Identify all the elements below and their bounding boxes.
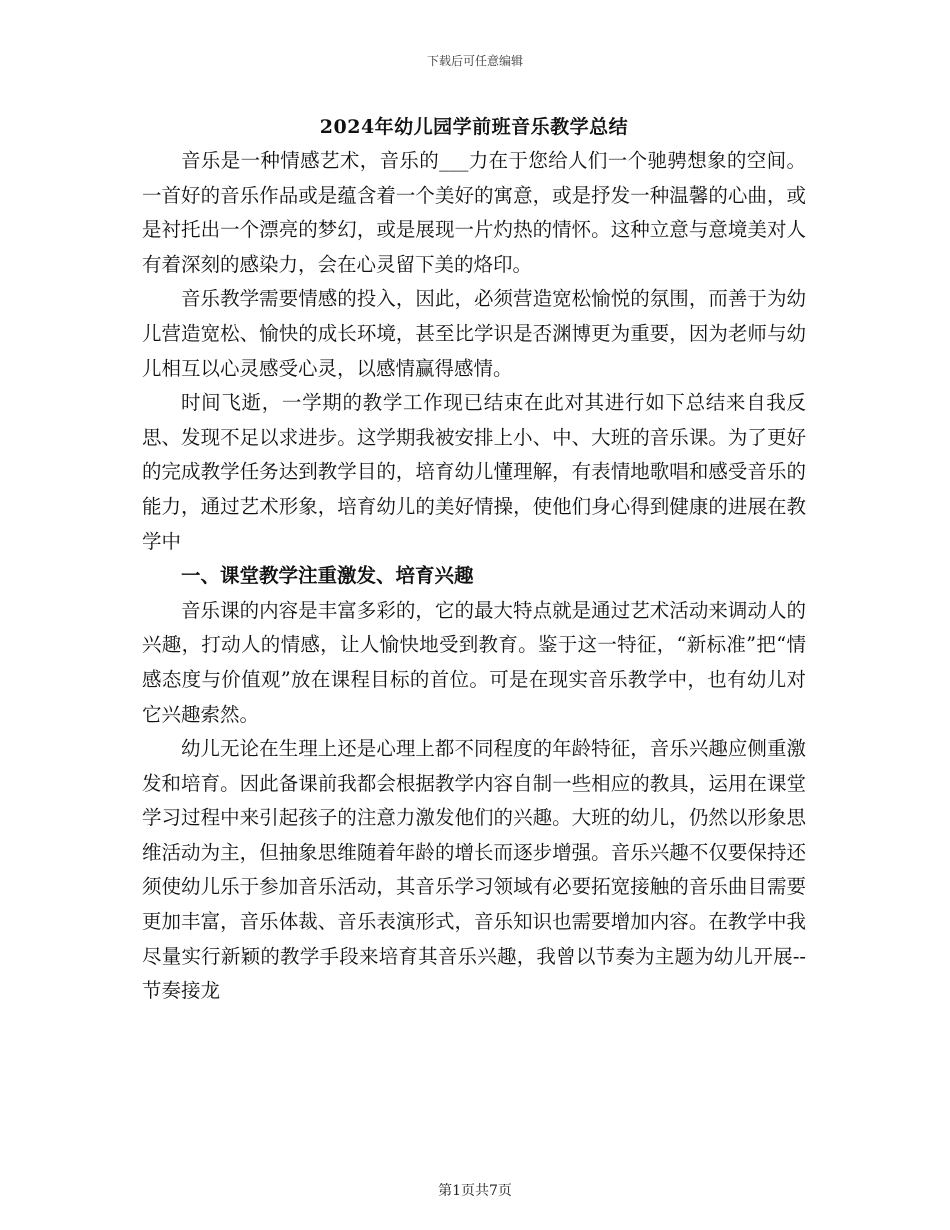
paragraph: 音乐课的内容是丰富多彩的，它的最大特点就是通过艺术活动来调动人的兴趣，打动人的情感，让人愉快地受到教育。鉴于这一特征，“新标准”把“情感态度与价值观”放在课程目标的首位。可是在现实音乐教学中，也有幼儿对它兴趣索然。 (142, 598, 806, 726)
document-title: 2024年幼儿园学前班音乐教学总结 (319, 116, 629, 138)
paragraph: 音乐是一种情感艺术，音乐的___力在于您给人们一个驰骋想象的空间。一首好的音乐作品或是蕴含着一个美好的寓意，或是抒发一种温馨的心曲，或是衬托出一个漂亮的梦幻，或是展现一片灼热的情怀。这种立意与意境美对人有着深刻的感染力，会在心灵留下美的烙印。 (142, 149, 806, 276)
document-body (142, 110, 806, 1009)
paragraph: 幼儿无论在生理上还是心理上都不同程度的年龄特征，音乐兴趣应侧重激发和培育。因此备课前我都会根据教学内容自制一些相应的教具，运用在课堂学习过程中来引起孩子的注意力激发他们的兴趣。大班的幼儿，仍然以形象思维活动为主，但抽象思维随着年龄的增长而逐步增强。音乐兴趣不仅要保持还须使幼儿乐于参加音乐活动，其音乐学习领域有必要拓宽接触的音乐曲目需要更加丰富，音乐体裁、音乐表演形式，音乐知识也需要增加内容。在教学中我尽量实行新颖的教学手段来培育其音乐兴趣，我曾以节奏为主题为幼儿开展--节奏接龙 (142, 737, 806, 1003)
header-note: 下载后可任意编辑 (426, 54, 523, 68)
page-number-footer: 第1页共7页 (438, 1183, 512, 1199)
section-heading: 一、课堂教学注重激发、培育兴趣 (181, 564, 474, 588)
paragraph: 音乐教学需要情感的投入，因此，必须营造宽松愉悦的氛围，而善于为幼儿营造宽松、愉快的成长环境，甚至比学识是否渊博更为重要，因为老师与幼儿相互以心灵感受心灵，以感情赢得感情。 (142, 287, 806, 380)
paragraph: 时间飞逝，一学期的教学工作现已结束在此对其进行如下总结来自我反思、发现不足以求进步。这学期我被安排上小、中、大班的音乐课。为了更好的完成教学任务达到教学目的，培育幼儿懂理解，有表情地歌唱和感受音乐的能力，通过艺术形象，培育幼儿的美好情操，使他们身心得到健康的进展在教学中 (142, 391, 806, 553)
